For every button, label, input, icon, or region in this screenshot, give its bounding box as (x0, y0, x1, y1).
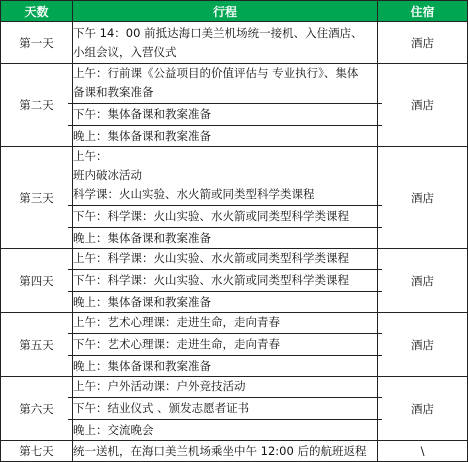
lodging-cell: 酒店 (378, 377, 468, 441)
activity-line: 班内破冰活动 (73, 168, 142, 182)
activity-line: 晚上：集体备课和教案准备 (73, 231, 211, 245)
itinerary-cell (73, 147, 378, 249)
activity-block (73, 24, 377, 62)
activity-block (73, 399, 377, 418)
activity-line: 上午：艺术心理课：走进生命，走向青春 (73, 315, 280, 329)
lodging-cell: 酒店 (378, 313, 468, 377)
activity-line: 下午：科学课：火山实验、水火箭或同类型科学类课程 (73, 209, 349, 223)
table-row (1, 147, 468, 249)
activity-block (73, 127, 377, 146)
activity-divider (68, 205, 382, 206)
activity-line: 小组会议，入营仪式 (73, 44, 177, 59)
day-cell: 第二天 (1, 64, 73, 147)
table-row (1, 441, 468, 462)
activity-line: 晚上：交流晚会 (73, 423, 154, 437)
activity-divider (68, 419, 382, 420)
activity-line: 科学课：火山实验、水火箭或同类型科学类课程 (73, 187, 315, 201)
day-cell: 第三天 (1, 147, 73, 249)
activity-block (73, 229, 377, 248)
activity-line: 上午： (73, 149, 108, 163)
day-cell: 第六天 (1, 377, 73, 441)
itinerary-cell (73, 249, 378, 313)
activity-block (73, 64, 377, 102)
activity-divider (68, 103, 382, 104)
lodging-cell: \ (378, 441, 468, 462)
activity-line: 晚上：集体备课和教案准备 (73, 295, 211, 309)
activity-divider (68, 355, 382, 356)
itinerary-cell (73, 441, 378, 462)
activity-divider (68, 333, 382, 334)
activity-block (73, 357, 377, 376)
itinerary-cell (73, 377, 378, 441)
activity-divider (68, 125, 382, 126)
activity-block (73, 105, 377, 124)
activity-divider (68, 291, 382, 292)
activity-block (73, 377, 377, 396)
activity-line: 下午：结业仪式 、颁发志愿者证书 (73, 401, 250, 415)
activity-divider (68, 397, 382, 398)
lodging-cell: 酒店 (378, 22, 468, 64)
header-day: 天数 (1, 1, 73, 22)
table-row (1, 313, 468, 377)
day-cell: 第一天 (1, 22, 73, 64)
day-cell: 第四天 (1, 249, 73, 313)
lodging-cell: 酒店 (378, 64, 468, 147)
activity-line: 下午：集体备课和教案准备 (73, 107, 211, 121)
activity-block (73, 147, 377, 204)
activity-line: 下午 14：00 前抵达海口美兰机场统一接机、入住酒店、 (73, 25, 363, 40)
activity-divider (68, 269, 382, 270)
activity-block (73, 249, 377, 268)
table-row (1, 249, 468, 313)
table-row (1, 64, 468, 147)
activity-line: 下午：科学课：火山实验、水火箭或同类型科学类课程 (73, 273, 349, 287)
lodging-cell: 酒店 (378, 147, 468, 249)
table-row (1, 377, 468, 441)
activity-block (73, 335, 377, 354)
activity-line: 上午：户外活动课：户外竞技活动 (73, 379, 246, 393)
itinerary-cell (73, 22, 378, 64)
activity-line: 备课和教案准备 (73, 85, 154, 99)
activity-line: 上午：科学课：火山实验、水火箭或同类型科学类课程 (73, 251, 349, 265)
table-header-row (1, 1, 468, 22)
activity-divider (68, 227, 382, 228)
activity-block (73, 313, 377, 332)
activity-line: 晚上：集体备课和教案准备 (73, 129, 211, 143)
activity-block (73, 442, 377, 461)
activity-block (73, 421, 377, 440)
activity-line: 下午：艺术心理课：走进生命，走向青春 (73, 337, 280, 351)
day-cell: 第七天 (1, 441, 73, 462)
itinerary-cell (73, 64, 378, 147)
activity-block (73, 271, 377, 290)
day-cell: 第五天 (1, 313, 73, 377)
activity-line: 上午：行前课《公益项目的价值评估与 专业执行》、集体 (73, 66, 359, 80)
lodging-cell: 酒店 (378, 249, 468, 313)
header-itinerary: 行程 (73, 1, 378, 22)
activity-line: 统一送机，在海口美兰机场乘坐中午 12:00 后的航班返程 (73, 443, 367, 458)
activity-block (73, 207, 377, 226)
table-row (1, 22, 468, 64)
activity-block (73, 293, 377, 312)
header-lodging: 住宿 (378, 1, 468, 22)
itinerary-cell (73, 313, 378, 377)
activity-line: 晚上：集体备课和教案准备 (73, 359, 211, 373)
